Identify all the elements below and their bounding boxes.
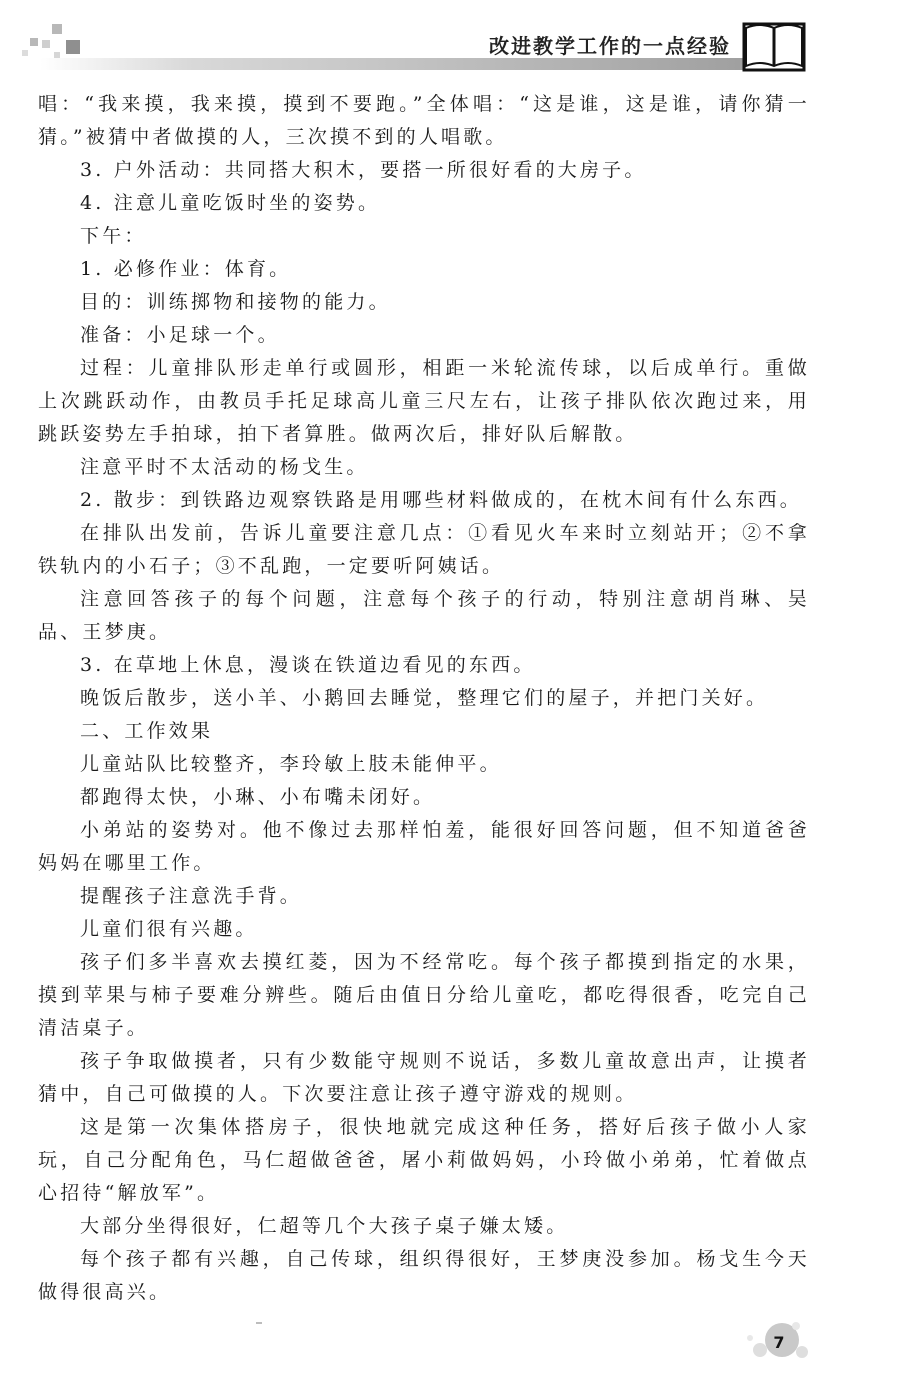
paragraph: 注意回答孩子的每个问题，注意每个孩子的行动，特别注意胡肖琳、吴品、王梦庚。 bbox=[38, 588, 810, 643]
paragraph: 目的：训练掷物和接物的能力。 bbox=[80, 291, 391, 313]
paragraph: 3. 在草地上休息，漫谈在铁道边看见的东西。 bbox=[80, 654, 536, 676]
book-icon bbox=[742, 20, 806, 74]
paragraph: 过程：儿童排队形走单行或圆形，相距一米轮流传球，以后成单行。重做上次跳跃动作，由教员手托足球高儿童三尺左右，让孩子排队依次跑过来，用跳跃姿势左手拍球，拍下者算胜。做两次后，排好队后解散。 bbox=[38, 357, 810, 445]
page-body bbox=[38, 88, 810, 1309]
paragraph: 这是第一次集体搭房子，很快地就完成这种任务，搭好后孩子做小人家玩，自己分配角色，马仁超做爸爸，屠小莉做妈妈，小玲做小弟弟，忙着做点心招待“解放军”。 bbox=[38, 1116, 810, 1204]
paragraph: 孩子们多半喜欢去摸红菱，因为不经常吃。每个孩子都摸到指定的水果，摸到苹果与柿子要难分辨些。随后由值日分给儿童吃，都吃得很香，吃完自己清洁桌子。 bbox=[38, 951, 810, 1039]
paragraph: 提醒孩子注意洗手背。 bbox=[80, 885, 303, 907]
paragraph: 晚饭后散步，送小羊、小鹅回去睡觉，整理它们的屋子，并把门关好。 bbox=[80, 687, 769, 709]
paragraph: 1. 必修作业：体育。 bbox=[80, 258, 292, 280]
paragraph: 小弟站的姿势对。他不像过去那样怕羞，能很好回答问题，但不知道爸爸妈妈在哪里工作。 bbox=[38, 819, 810, 874]
paragraph: 注意平时不太活动的杨戈生。 bbox=[80, 456, 369, 478]
paragraph: 二、工作效果 bbox=[80, 720, 214, 742]
footer-mark bbox=[256, 1322, 262, 1324]
paragraph: 孩子争取做摸者，只有少数能守规则不说话，多数儿童故意出声，让摸者猜中，自己可做摸的人。下次要注意让孩子遵守游戏的规则。 bbox=[38, 1050, 810, 1105]
paragraph: 都跑得太快，小琳、小布嘴未闭好。 bbox=[80, 786, 436, 808]
paragraph: 唱：“我来摸，我来摸，摸到不要跑。”全体唱：“这是谁，这是谁，请你猜一猜。”被猜中者做摸的人，三次摸不到的人唱歌。 bbox=[38, 93, 810, 148]
paragraph: 大部分坐得很好，仁超等几个大孩子桌子嫌太矮。 bbox=[80, 1215, 569, 1237]
page-number-badge bbox=[744, 1318, 814, 1366]
paragraph: 儿童们很有兴趣。 bbox=[80, 918, 258, 940]
paragraph: 在排队出发前，告诉儿童要注意几点：①看见火车来时立刻站开；②不拿铁轨内的小石子；③不乱跑，一定要听阿姨话。 bbox=[38, 522, 810, 577]
page-number: 7 bbox=[773, 1332, 785, 1352]
paragraph: 每个孩子都有兴趣，自己传球，组织得很好，王梦庚没参加。杨戈生今天做得很高兴。 bbox=[38, 1248, 810, 1303]
running-header-title: 改进教学工作的一点经验 bbox=[489, 34, 731, 58]
paragraph: 4. 注意儿童吃饭时坐的姿势。 bbox=[80, 192, 381, 214]
paragraph: 儿童站队比较整齐，李玲敏上肢未能伸平。 bbox=[80, 753, 502, 775]
paragraph: 下午： bbox=[80, 225, 147, 247]
paragraph: 准备：小足球一个。 bbox=[80, 324, 280, 346]
header-band bbox=[40, 58, 780, 70]
paragraph: 2. 散步：到铁路边观察铁路是用哪些材料做成的，在枕木间有什么东西。 bbox=[80, 489, 802, 511]
paragraph: 3. 户外活动：共同搭大积木，要搭一所很好看的大房子。 bbox=[80, 159, 647, 181]
